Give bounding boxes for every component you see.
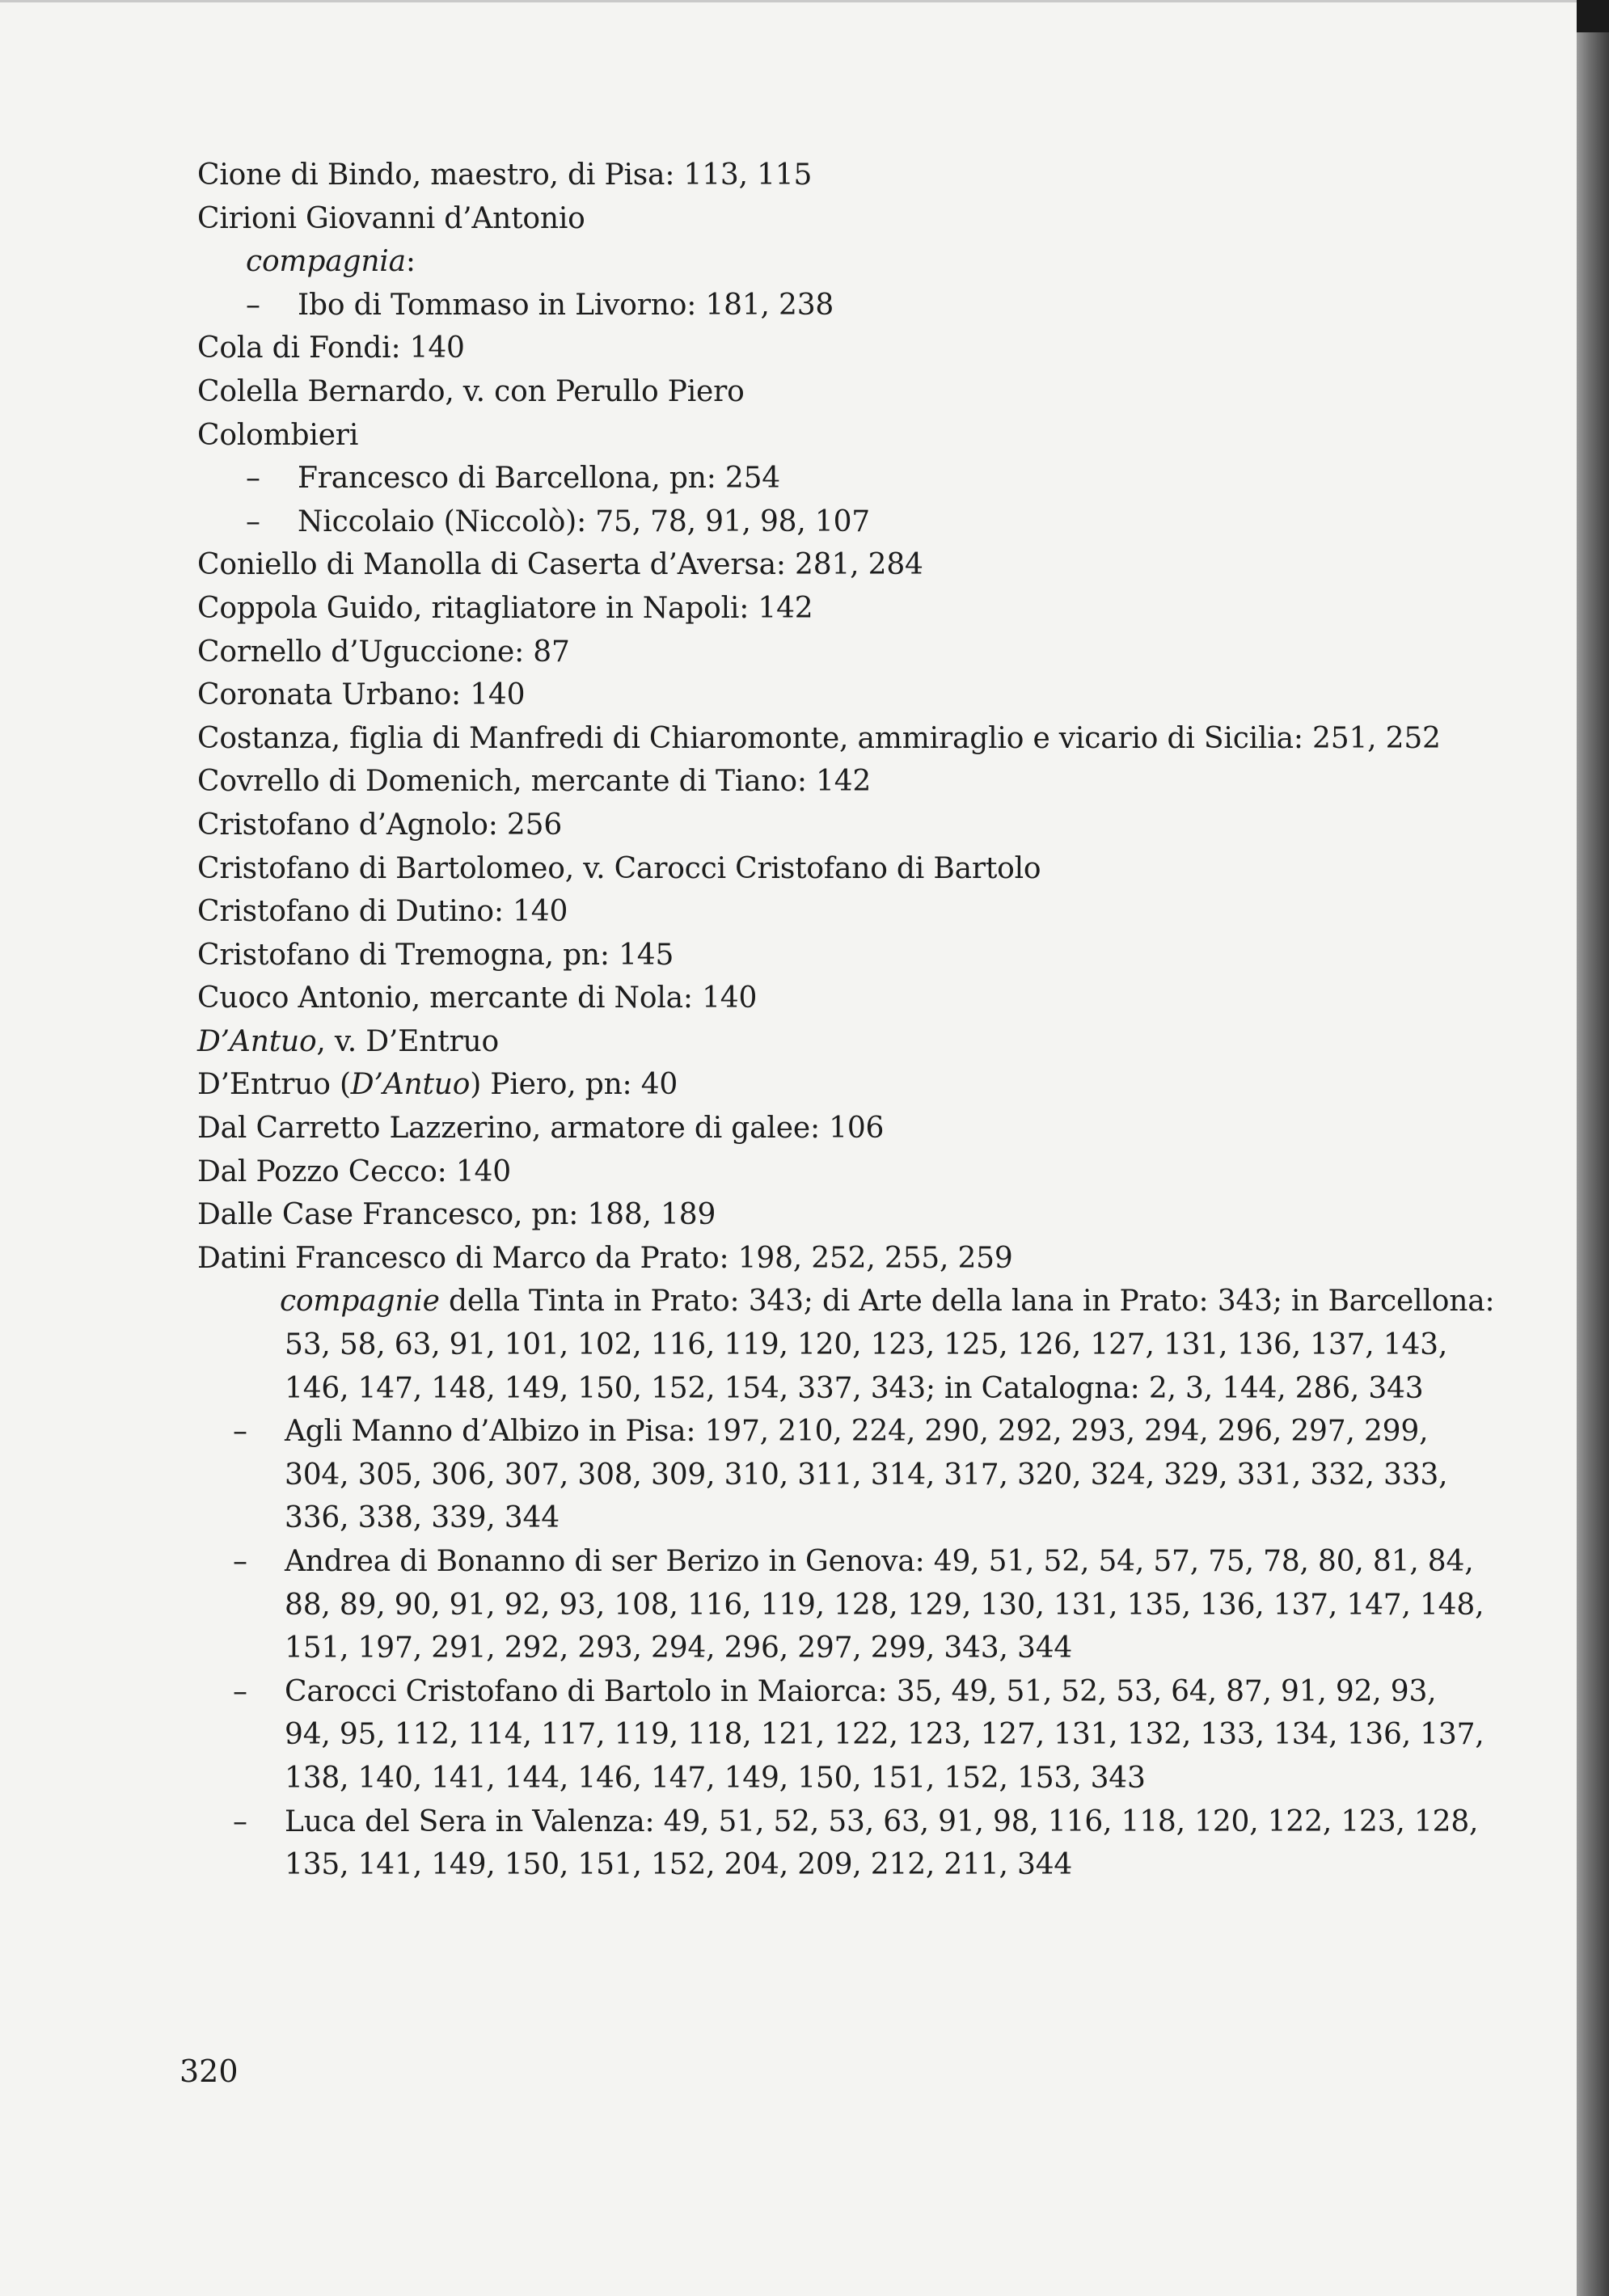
entry-text: Niccolaio (Niccolò): 75, 78, 91, 98, 107 [298,504,870,538]
index-subentry [188,500,1449,544]
dash-marker: – [246,504,260,538]
italic-text: D’Antuo [197,1024,317,1058]
entry-text: Carocci Cristofano di Bartolo in Maiorca: 35, 49, 51, 52, 53, 64, 87, 91, 92, 93, [285,1674,1437,1708]
index-entry [188,717,1449,761]
index-entry [188,847,1449,891]
entry-text: Cuoco Antonio, mercante di Nola: 140 [197,981,758,1015]
index-subentry [188,1800,1479,1844]
index-entry [188,414,1449,458]
index-continuation [188,1757,1449,1800]
index-entry [188,890,1449,934]
index-continuation [188,1584,1484,1627]
index-sublabel [188,240,1449,284]
entry-text: Cristofano d’Agnolo: 256 [197,808,563,842]
entry-text: Cristofano di Bartolomeo, v. Carocci Cristofano di Bartolo [197,851,1041,885]
entry-text: 135, 141, 149, 150, 151, 152, 204, 209, 212, 211, 344 [285,1848,1073,1882]
entry-text: Ibo di Tommaso in Livorno: 181, 238 [298,288,834,322]
index-continuation [188,1367,1449,1411]
entry-text: Cola di Fondi: 140 [197,331,465,365]
italic-text: compagnia [246,245,406,279]
dash-marker: – [233,1415,247,1449]
index-entry [188,977,1449,1020]
entry-text: 336, 338, 339, 344 [285,1501,560,1535]
index-entry [188,1020,1449,1064]
index-entry [188,327,1449,370]
entry-text: ) Piero, pn: 40 [470,1068,678,1102]
index-entry [188,1237,1449,1281]
entry-text: Colombieri [197,418,359,452]
index-entry [188,1193,1449,1237]
entry-text: 88, 89, 90, 91, 92, 93, 108, 116, 119, 128, 129, 130, 131, 135, 136, 137, 147, 148, [285,1588,1484,1622]
index-continuation [188,1323,1449,1367]
entry-text: Dalle Case Francesco, pn: 188, 189 [197,1198,716,1232]
book-spine-corner [1577,0,1609,32]
entry-text: Coronata Urbano: 140 [197,678,526,712]
index-entry [188,673,1449,717]
index-continuation [188,1713,1484,1757]
index-entry [188,1063,1449,1107]
index-subentry [188,1670,1449,1714]
entry-text: Datini Francesco di Marco da Prato: 198, 252, 255, 259 [197,1241,1013,1275]
dash-marker: – [246,288,260,322]
entry-text: Coniello di Manolla di Caserta d’Aversa: 281, 284 [197,548,923,582]
entry-text: Cristofano di Dutino: 140 [197,895,568,929]
dash-marker: – [233,1804,247,1838]
entry-text: 138, 140, 141, 144, 146, 147, 149, 150, 151, 152, 153, 343 [285,1761,1146,1795]
index-entry [188,804,1449,847]
index-continuation [188,1454,1449,1497]
entry-text: 151, 197, 291, 292, 293, 294, 296, 297, 299, 343, 344 [285,1631,1073,1665]
entry-text: 304, 305, 306, 307, 308, 309, 310, 311, 314, 317, 320, 324, 329, 331, 332, 333, [285,1458,1448,1492]
index-subentry [188,1540,1474,1584]
entry-text: Cirioni Giovanni d’Antonio [197,201,585,235]
entry-text: Luca del Sera in Valenza: 49, 51, 52, 53, 63, 91, 98, 116, 118, 120, 122, 123, 128, [285,1804,1479,1838]
index-entry [188,587,1449,631]
index-entry [188,543,1449,587]
index-continuation [188,1496,1449,1540]
index-entry [188,1107,1449,1150]
page-number: 320 [179,2053,239,2089]
index-entry [188,197,1449,241]
book-spine-shadow [1577,0,1609,2296]
index-subentry [188,457,1449,500]
index-continuation [188,1627,1449,1670]
index-entry [188,934,1449,977]
italic-text: D’Antuo [350,1068,471,1102]
index-entry [188,760,1449,804]
entry-text: Cione di Bindo, maestro, di Pisa: 113, 115 [197,158,813,192]
index-entry [188,154,1449,197]
entry-text: Costanza, figlia di Manfredi di Chiaromonte, ammiraglio e vicario di Sicilia: 251, 252 [197,721,1441,755]
index-entry [188,370,1449,414]
index-continuation [188,1843,1449,1887]
entry-text: : [405,245,416,279]
entry-text: Covrello di Domenich, mercante di Tiano: 142 [197,765,872,799]
entry-text: Colella Bernardo, v. con Perullo Piero [197,374,745,408]
entry-text: 53, 58, 63, 91, 101, 102, 116, 119, 120, 123, 125, 126, 127, 131, 136, 137, 143, [285,1328,1448,1362]
entry-text: Francesco di Barcellona, pn: 254 [298,462,781,496]
dash-marker: – [233,1674,247,1708]
entry-text: Dal Carretto Lazzerino, armatore di galee: 106 [197,1112,885,1146]
italic-text: compagnie [280,1285,440,1319]
index-subentry [188,284,1449,327]
entry-text: della Tinta in Prato: 343; di Arte della lana in Prato: 343; in Barcellona: [439,1285,1495,1319]
index-subentry [188,1410,1449,1454]
index-entry [188,631,1449,674]
entry-text: Dal Pozzo Cecco: 140 [197,1154,511,1188]
entry-text: , v. D’Entruo [316,1024,499,1058]
entry-text: Agli Manno d’Albizo in Pisa: 197, 210, 224, 290, 292, 293, 294, 296, 297, 299, [285,1415,1429,1449]
entry-text: Andrea di Bonanno di ser Berizo in Genova: 49, 51, 52, 54, 57, 75, 78, 80, 81, 84, [285,1545,1474,1578]
entry-text: D’Entruo ( [197,1068,351,1102]
index-sublabel [188,1280,1495,1323]
entry-text: Cristofano di Tremogna, pn: 145 [197,938,674,972]
index-list [188,154,1495,1887]
entry-text: Coppola Guido, ritagliatore in Napoli: 142 [197,591,813,625]
index-entry [188,1150,1449,1194]
entry-text: Cornello d’Uguccione: 87 [197,635,570,669]
entry-text: 146, 147, 148, 149, 150, 152, 154, 337, 343; in Catalogna: 2, 3, 144, 286, 343 [285,1371,1424,1405]
dash-marker: – [246,462,260,496]
dash-marker: – [233,1545,247,1578]
entry-text: 94, 95, 112, 114, 117, 119, 118, 121, 122, 123, 127, 131, 132, 133, 134, 136, 137, [285,1718,1484,1752]
